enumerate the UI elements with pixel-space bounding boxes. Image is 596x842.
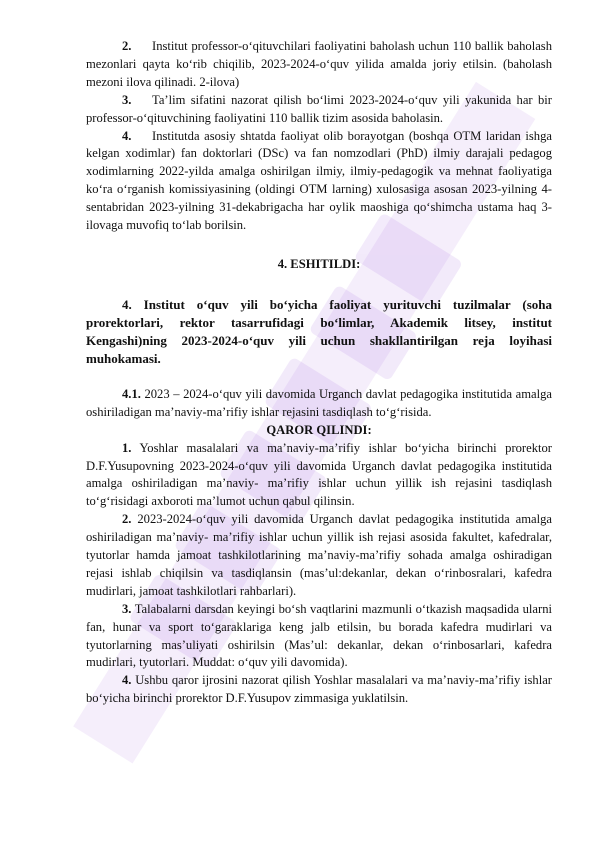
section-heading-eshitildi: 4. ESHITILDI: [277, 256, 361, 271]
numbered-item [86, 128, 552, 235]
decision-text: 2023-2024-o‘quv yili davomida Urganch davlat pedagogika institutida amalga oshiriladigan ma’naviy- ma’rifiy ishlar uchun yillik ish rejasi asosida fakultet, kafedralar, tyutorlar hamda jamoat tashkilotlarining ma’naviy-ma’rifiy sohada amalga oshiradigan rejasi ishlab chiqilsin va tasdiqlansin (mas’ul:dekanlar, dekan o‘rinbosralari, kafedra mudirlari, jamoat tashkilotlari rahbarlari). [86, 512, 552, 598]
decision-item [86, 440, 552, 512]
decision-item [86, 511, 552, 601]
item-text: Institutda asosiy shtatda faoliyat olib borayotgan (boshqa OTM laridan ishga kelgan xodimlar) fan doktorlari (DSc) va fan nomzodlari (PhD) ilmiy darajali pedagog xodimlarning 2022-yilda amalga oshirilgan ilmiy, ilmiy-pedagogik va mehnat faoliyatiga ko‘ra o‘rganish komissiyasining (oldingi OTM larning) xulosasiga asosan 2023-yilning 4-sentabridan 2023-yilning 31-dekabrigacha har oylik maoshiga qo‘shimcha ustama haq 3-ilovaga muvofiq to‘lab borilsin. [86, 128, 552, 233]
sub-item-text: 2023 – 2024-o‘quv yili davomida Urganch davlat pedagogika institutida amalga oshiriladigan ma’naviy-ma’rifiy ishlar rejasini tasdiqlash to‘g‘risida. [86, 386, 552, 419]
sub-item-number: 4.1. [122, 386, 141, 401]
decision-heading: QAROR QILINDI: [266, 422, 372, 437]
decision-text: Talabalarni darsdan keyingi bo‘sh vaqtlarini mazmunli o‘tkazish maqsadida ularni fan, hunar va sport to‘garaklariga keng jalb etilsin, bu borada kafedra mudirlari va tyutorlarning mas’uliyati oshirilsin (Mas’ul: dekanlar, dekan o‘rinbosarlari, kafedra mudirlari, tyutorlari. Muddat: o‘quv yili davomida). [86, 601, 552, 670]
decision-number: 3. [122, 601, 132, 616]
item-text: Ta’lim sifatini nazorat qilish bo‘limi 2023-2024-o‘quv yili yakunida har bir professor-o‘qituvchining faoliyatini 110 ballik tizim asosida baholasin. [86, 92, 552, 125]
sub-item [86, 386, 552, 422]
agenda-item: 4. Institut o‘quv yili bo‘yicha faoliyat yurituvchi tuzilmalar (soha prorektorlari, rektor tasarrufidagi bo‘limlar, Akademik litsey, institut Kengashi)ning 2023-2024-o‘quv yili uchun shakllantirilgan reja loyihasi muhokamasi. [86, 296, 552, 366]
decision-item [86, 601, 552, 673]
item-number: 4. [122, 128, 132, 143]
numbered-item [86, 92, 552, 128]
spacer [86, 368, 552, 386]
item-number: 3. [122, 92, 132, 107]
item-number: 2. [122, 39, 132, 53]
decision-item [86, 672, 552, 708]
document-page [86, 38, 552, 708]
decision-number: 4. [122, 673, 132, 688]
decision-text: Yoshlar masalalari va ma’naviy-ma’rifiy ishlar bo‘yicha birinchi prorektor D.F.Yusupovning 2023-2024-o‘quv yili davomida Urganch davlat pedagogika institutida amalga oshiriladigan ma’naviy- ma’rifiy ishlar uchun yillik ish rejasini tasdiqlash to‘g‘risidagi axboroti ma’lumot uchun qabul qilinsin. [86, 440, 552, 509]
numbered-item [86, 38, 552, 92]
decision-number: 1. [122, 440, 132, 455]
decision-number: 2. [122, 512, 132, 527]
decision-text: Ushbu qaror ijrosini nazorat qilish Yoshlar masalalari va ma’naviy-ma’rifiy ishlar bo‘yicha birinchi prorektor D.F.Yusupov zimmasiga yuklatilsin. [86, 673, 552, 706]
item-text: Institut professor-o‘qituvchilari faoliyatini baholash uchun 110 ballik baholash mezonlari qayta ko‘rib chiqilib, 2023-2024-o‘quv yilida amalda joriy etilsin. (baholash mezoni ilova qilinadi. 2-ilova) [86, 39, 552, 89]
